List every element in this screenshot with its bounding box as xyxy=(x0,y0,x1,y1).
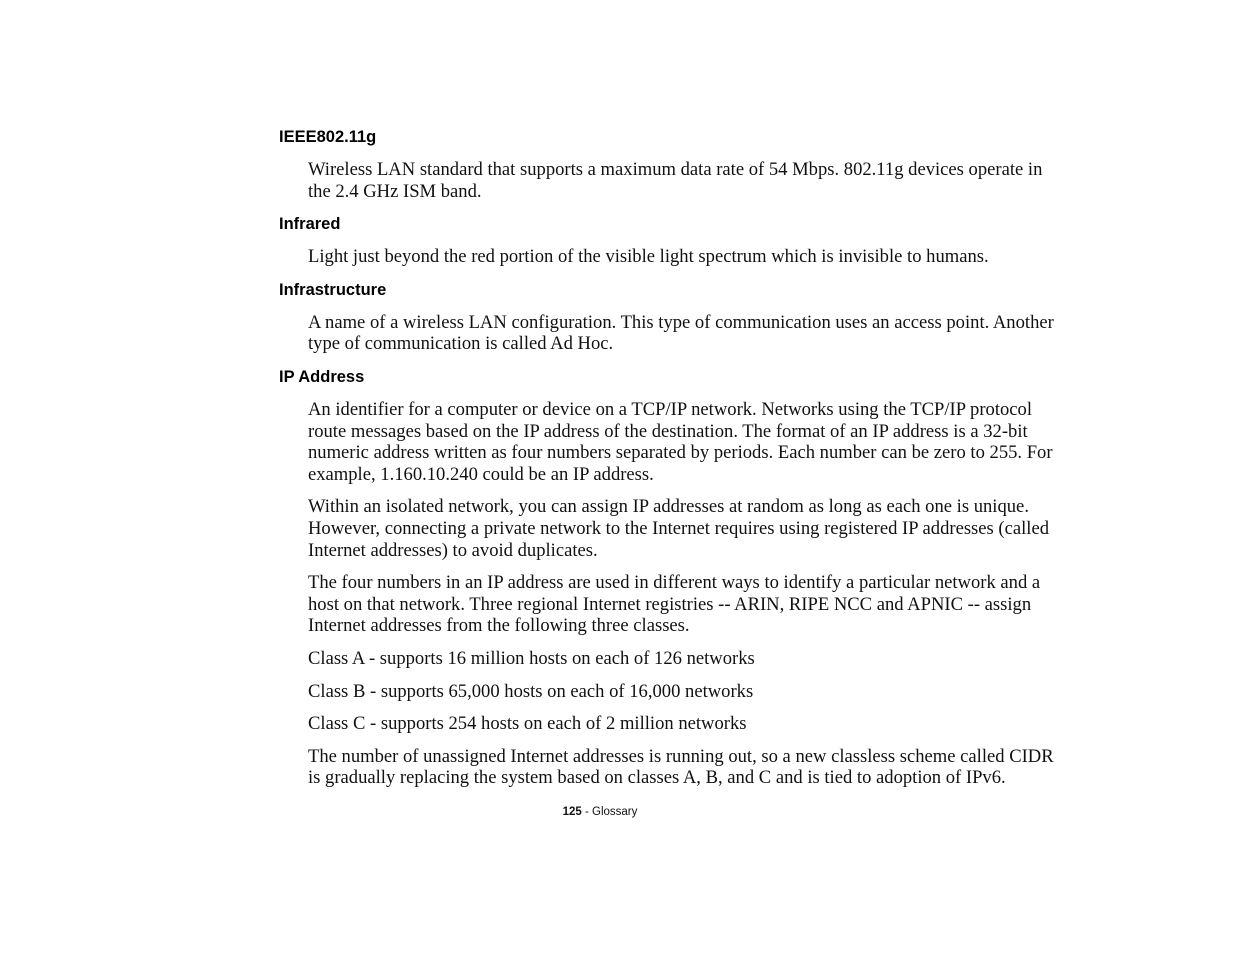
page-footer xyxy=(0,806,1200,818)
definition-paragraph: The four numbers in an IP address are used in different ways to identify a particular network and a host on that network. Three regional Internet registries -- ARIN, RIPE NCC and APNIC -- assign Internet addresses from the following three classes. xyxy=(308,572,1041,637)
term-heading: Infrared xyxy=(279,215,341,234)
class-b-item: Class B - supports 65,000 hosts on each of 16,000 networks xyxy=(308,680,754,702)
footer-section: Glossary xyxy=(592,806,638,818)
definition-paragraph: An identifier for a computer or device on a TCP/IP network. Networks using the TCP/IP protocol route messages based on the IP address of the destination. The format of an IP address is a 32-bit numeric address written as four numbers separated by periods. Each number can be zero to 255. For example, 1.160.10.240 could be an IP address. xyxy=(308,398,1053,485)
glossary-entry xyxy=(279,366,1069,789)
page-number: 125 xyxy=(562,806,582,818)
glossary-content xyxy=(279,126,1069,789)
term-heading: IP Address xyxy=(279,367,365,386)
class-a-item: Class A - supports 16 million hosts on each of 126 networks xyxy=(308,647,755,669)
term-heading: IEEE802.11g xyxy=(279,128,377,146)
term-heading: Infrastructure xyxy=(279,280,387,299)
definition-paragraph: Within an isolated network, you can assign IP addresses at random as long as each one is unique. However, connecting a private network to the Internet requires using registered IP addresses (called Internet addresses) to avoid duplicates. xyxy=(308,496,1050,561)
definition-paragraph: Light just beyond the red portion of the visible light spectrum which is invisible to humans. xyxy=(308,246,989,268)
glossary-entry xyxy=(279,279,1069,355)
class-c-item: Class C - supports 254 hosts on each of 2 million networks xyxy=(308,713,747,735)
glossary-entry xyxy=(279,213,1069,268)
footer-separator: - xyxy=(581,806,593,818)
definition-paragraph: A name of a wireless LAN configuration. This type of communication uses an access point. Another type of communication is called Ad Hoc. xyxy=(308,311,1054,355)
definition-paragraph: The number of unassigned Internet addresses is running out, so a new classless scheme called CIDR is gradually replacing the system based on classes A, B, and C and is tied to adoption of IPv6. xyxy=(308,745,1054,789)
glossary-entry xyxy=(279,126,1069,202)
definition-paragraph: Wireless LAN standard that supports a maximum data rate of 54 Mbps. 802.11g devices operate in the 2.4 GHz ISM band. xyxy=(308,159,1043,202)
